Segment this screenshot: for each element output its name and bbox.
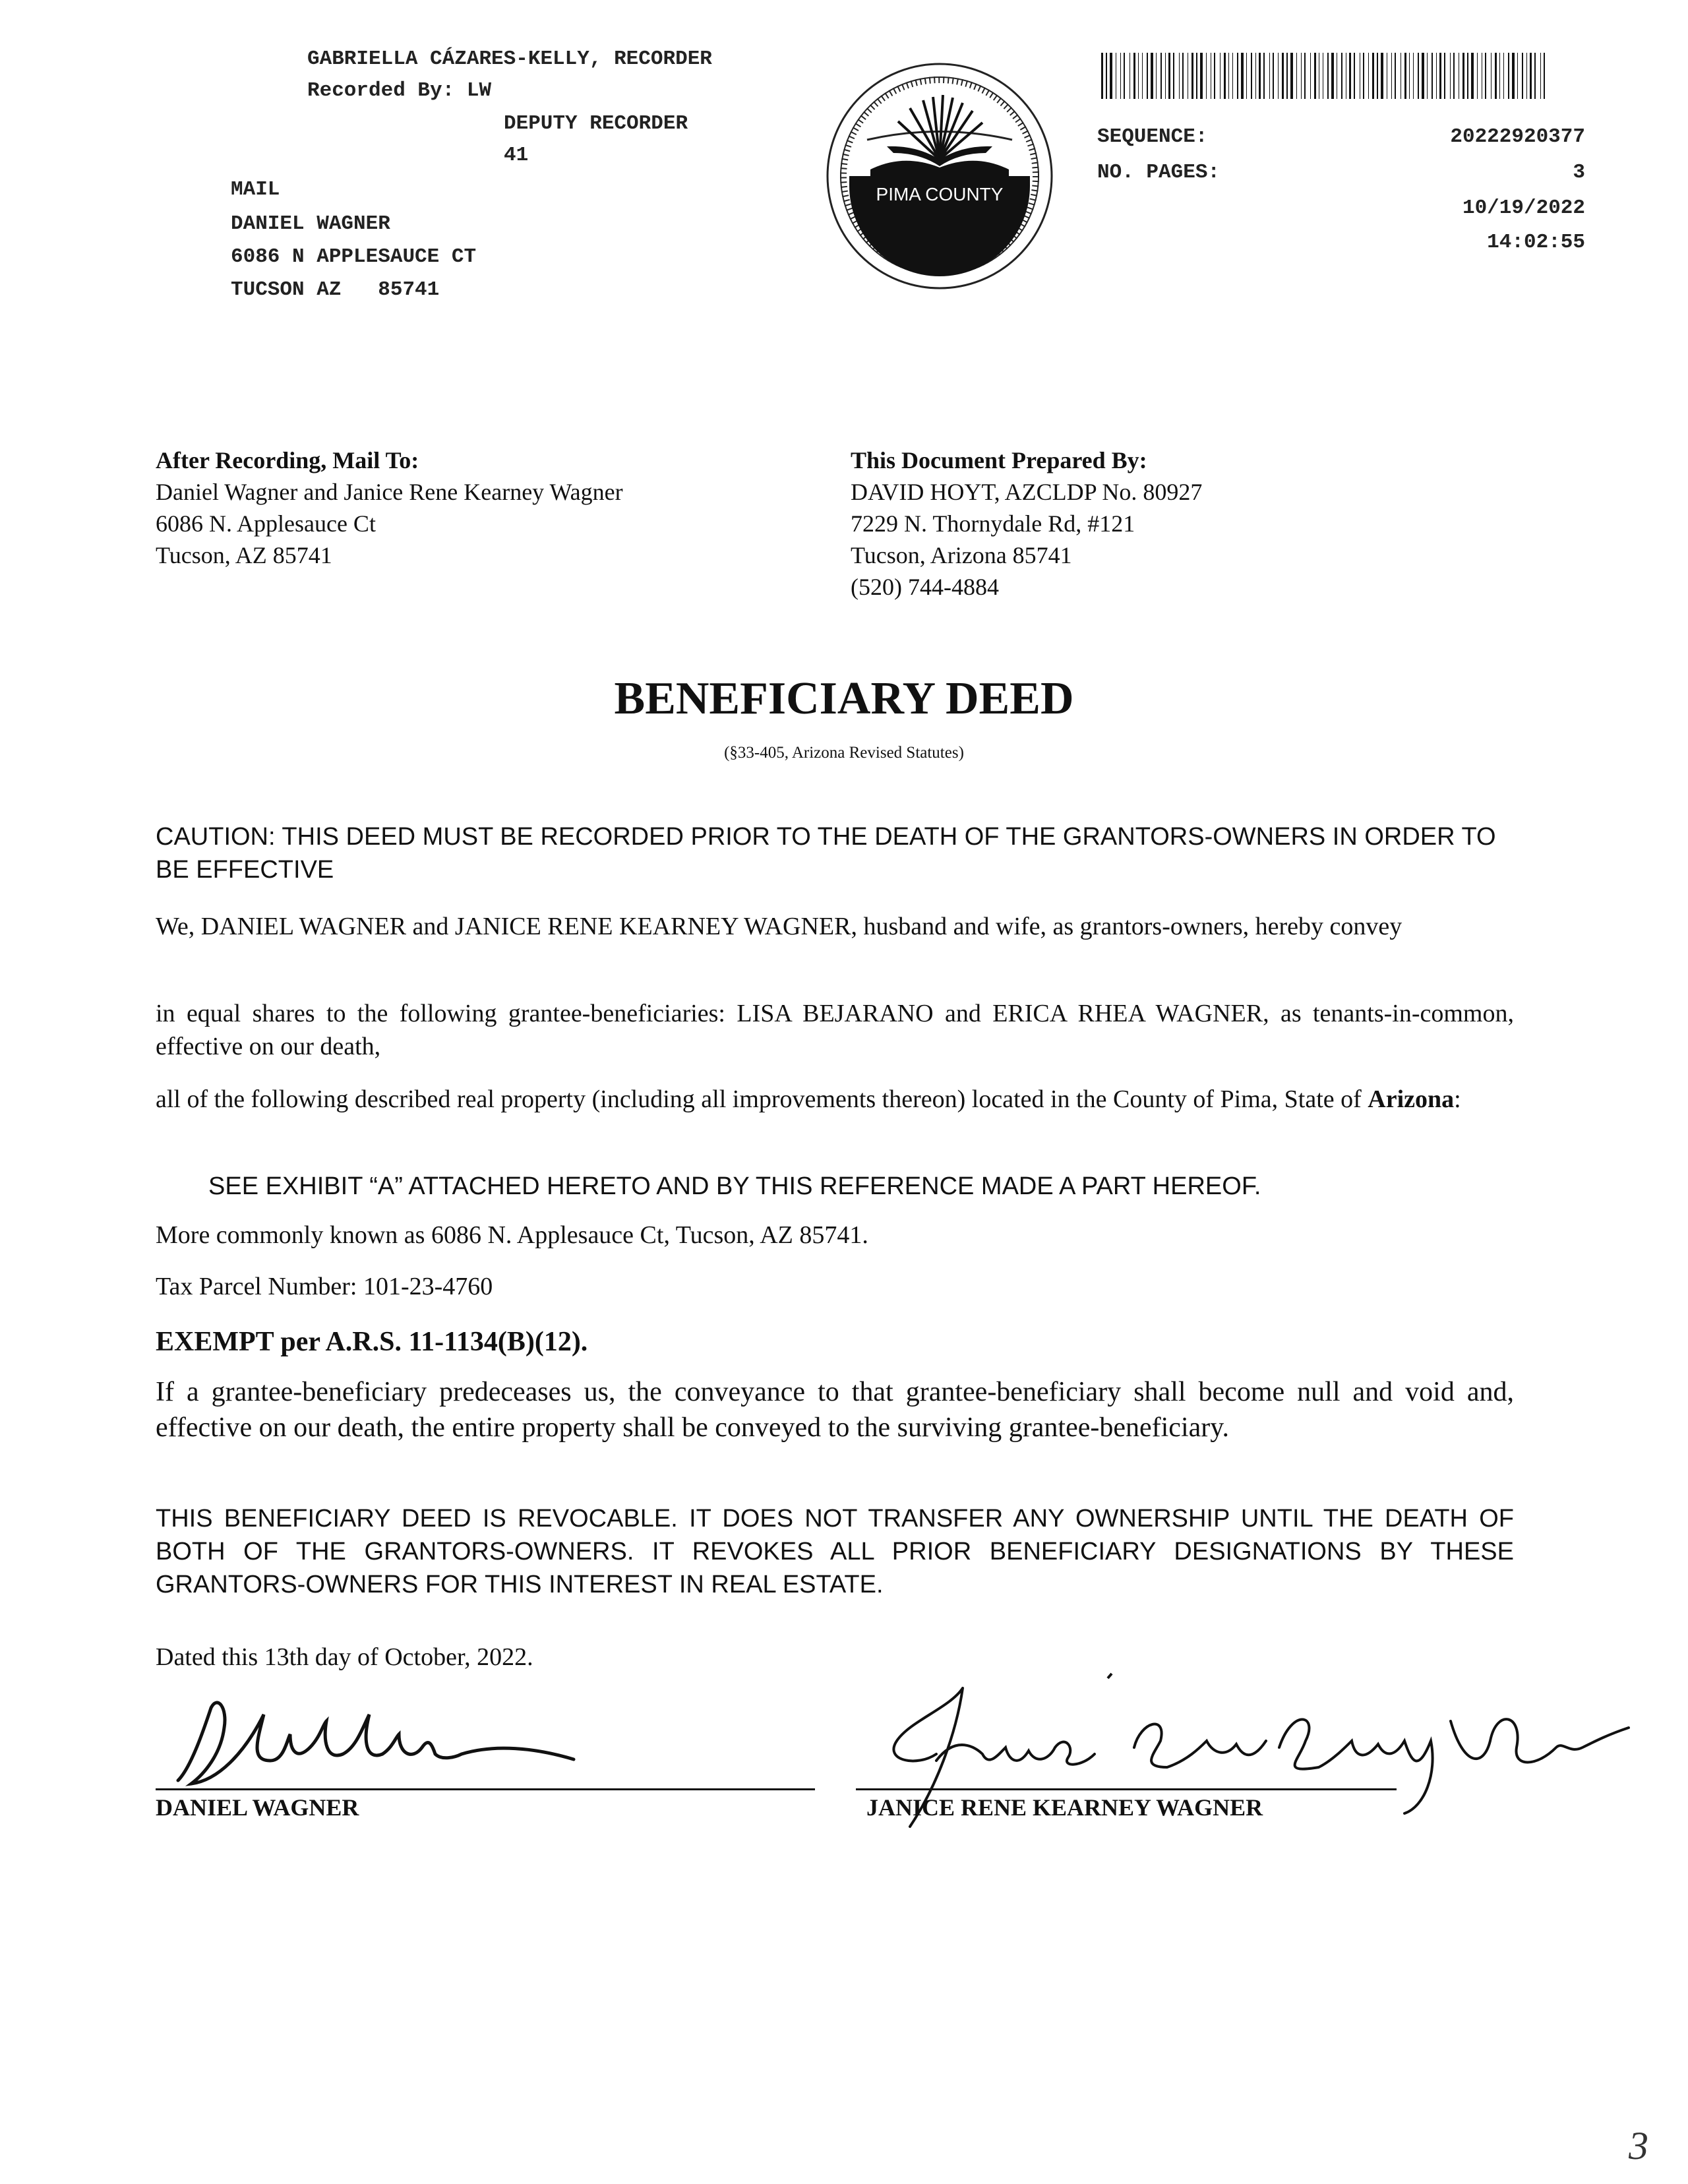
barcode-bar	[1453, 53, 1455, 99]
predecease-paragraph: If a grantee-beneficiary predeceases us, the conveyance to that grantee-beneficiary shall become null and void and, effective on our death, the entire property shall be conveyed to the surviving grantee-beneficiary.	[156, 1377, 1514, 1443]
grantors-paragraph: We, DANIEL WAGNER and JANICE RENE KEARNEY WAGNER, husband and wife, as grantors-owners, hereby convey	[156, 913, 1402, 940]
barcode-bar	[1301, 53, 1302, 99]
barcode-bar	[1296, 53, 1297, 99]
after-recording-line1: Daniel Wagner and Janice Rene Kearney Wagner	[156, 479, 623, 505]
barcode-bar	[1273, 53, 1274, 99]
pima-county-seal	[824, 61, 1055, 291]
barcode-bar	[1395, 53, 1396, 99]
tax-parcel-number: Tax Parcel Number: 101-23-4760	[156, 1273, 493, 1300]
barcode-bar	[1534, 53, 1536, 99]
barcode-bar	[1196, 53, 1197, 99]
page-number: 3	[1629, 2124, 1648, 2168]
exhibit-reference: SEE EXHIBIT “A” ATTACHED HERETO AND BY THIS REFERENCE MADE A PART HEREOF.	[208, 1172, 1261, 1200]
barcode-bar	[1409, 53, 1410, 99]
barcode-bar	[1179, 53, 1180, 99]
property-paragraph	[156, 1083, 1514, 1116]
known-as: More commonly known as 6086 N. Applesauce Ct, Tucson, AZ 85741.	[156, 1221, 868, 1249]
barcode-bar	[1106, 53, 1107, 99]
record-date: 10/19/2022	[1462, 197, 1585, 220]
mail-street: 6086 N APPLESAUCE CT	[231, 245, 477, 268]
signer-name-left: DANIEL WAGNER	[156, 1794, 359, 1821]
signature-line-left	[156, 1788, 815, 1790]
after-recording-line2: 6086 N. Applesauce Ct	[156, 510, 376, 537]
barcode-bar	[1450, 53, 1451, 99]
recorded-by: Recorded By: LW	[307, 79, 492, 102]
revocable-paragraph: THIS BENEFICIARY DEED IS REVOCABLE. IT DOES NOT TRANSFER ANY OWNERSHIP UNTIL THE DEATH OF BOTH OF THE GRANTORS-OWNERS. IT REVOKES ALL PRIOR BENEFICIARY DESIGNATIONS BY THESE GRANTORS-OWNERS FOR THIS INTEREST IN REAL ESTATE.	[156, 1505, 1514, 1598]
document-title: BENEFICIARY DEED	[614, 673, 1074, 724]
barcode-bar	[1444, 53, 1445, 99]
barcode-bar	[1259, 53, 1261, 99]
barcode-bar	[1341, 53, 1342, 99]
barcode-bar	[1224, 53, 1226, 99]
barcode-bar	[1349, 53, 1351, 99]
barcode-bar	[1363, 53, 1364, 99]
barcode-bar	[1151, 53, 1153, 99]
after-recording-line3: Tucson, AZ 85741	[156, 542, 332, 568]
recorder-name: GABRIELLA CÁZARES-KELLY, RECORDER	[307, 47, 712, 71]
barcode-bar	[1522, 53, 1523, 99]
barcode-bar	[1377, 53, 1378, 99]
barcode-bar	[1173, 53, 1174, 99]
grantees-paragraph: in equal shares to the following grantee-beneficiaries: LISA BEJARANO and ERICA RHEA WAGNER, as tenants-in-common, effective on our death,	[156, 1000, 1514, 1060]
barcode-bar	[1200, 53, 1203, 99]
barcode-bar	[1530, 53, 1532, 99]
barcode-bar	[1508, 53, 1509, 99]
barcode-bar	[1133, 53, 1135, 99]
barcode-bar	[1110, 53, 1112, 99]
barcode-bar	[1540, 53, 1541, 99]
barcode-bar	[1124, 53, 1125, 99]
barcode-bar	[1314, 53, 1316, 99]
barcode-bar	[1228, 53, 1229, 99]
barcode-bar	[1168, 53, 1170, 99]
signer-name-right: JANICE RENE KEARNEY WAGNER	[866, 1794, 1263, 1821]
after-recording-block	[156, 444, 623, 571]
barcode-bar	[1418, 53, 1419, 99]
barcode-bar	[1499, 53, 1500, 99]
caution-paragraph: CAUTION: THIS DEED MUST BE RECORDED PRIOR TO THE DEATH OF THE GRANTORS-OWNERS IN ORDER TO BE EFFECTIVE	[156, 823, 1496, 884]
barcode-bar	[1526, 53, 1527, 99]
barcode-bar	[1290, 53, 1293, 99]
barcode-bar	[1485, 53, 1486, 99]
barcode	[1099, 53, 1547, 99]
barcode-bar	[1246, 53, 1247, 99]
barcode-bar	[1147, 53, 1148, 99]
sequence-label: SEQUENCE:	[1097, 125, 1208, 148]
barcode-bar	[1495, 53, 1497, 99]
barcode-bar	[1422, 53, 1424, 99]
barcode-bar	[1491, 53, 1492, 99]
document-subtitle: (§33-405, Arizona Revised Statutes)	[724, 744, 964, 762]
deputy-number: 41	[504, 144, 529, 167]
barcode-bar	[1214, 53, 1215, 99]
barcode-bar	[1436, 53, 1437, 99]
property-state: Arizona	[1368, 1085, 1455, 1113]
property-text: all of the following described real property (including all improvements thereon) located in the County of Pima, State of	[156, 1085, 1368, 1113]
barcode-bar	[1101, 53, 1103, 99]
barcode-bar	[1138, 53, 1139, 99]
barcode-bar	[1286, 53, 1288, 99]
property-colon: :	[1454, 1085, 1461, 1113]
dated-line: Dated this 13th day of October, 2022.	[156, 1643, 533, 1671]
barcode-bar	[1354, 53, 1355, 99]
prepared-by-line4: (520) 744-4884	[851, 574, 999, 600]
barcode-bar	[1160, 53, 1162, 99]
prepared-by-line2: 7229 N. Thornydale Rd, #121	[851, 510, 1135, 537]
barcode-bar	[1432, 53, 1433, 99]
barcode-bar	[1241, 53, 1244, 99]
after-recording-heading: After Recording, Mail To:	[156, 447, 419, 473]
pages-value: 3	[1573, 161, 1585, 184]
prepared-by-heading: This Document Prepared By:	[851, 447, 1147, 473]
barcode-bar	[1503, 53, 1504, 99]
barcode-bar	[1182, 53, 1184, 99]
barcode-bar	[1263, 53, 1265, 99]
barcode-bar	[1404, 53, 1406, 99]
barcode-bar	[1471, 53, 1474, 99]
sequence-value: 20222920377	[1450, 125, 1585, 148]
barcode-bar	[1142, 53, 1143, 99]
record-time: 14:02:55	[1487, 231, 1585, 254]
barcode-bar	[1427, 53, 1428, 99]
barcode-bar	[1282, 53, 1284, 99]
barcode-bar	[1191, 53, 1193, 99]
barcode-bar	[1467, 53, 1468, 99]
barcode-bar	[1462, 53, 1464, 99]
mail-label: MAIL	[231, 178, 280, 201]
prepared-by-block	[851, 444, 1202, 603]
barcode-bar	[1477, 53, 1478, 99]
barcode-bar	[1255, 53, 1256, 99]
barcode-bar	[1269, 53, 1270, 99]
barcode-bar	[1439, 53, 1441, 99]
signature-line-right	[856, 1788, 1397, 1790]
daniel-wagner-signature	[165, 1688, 626, 1800]
barcode-bar	[1327, 53, 1329, 99]
exempt-statement: EXEMPT per A.R.S. 11-1134(B)(12).	[156, 1327, 588, 1357]
barcode-bar	[1232, 53, 1233, 99]
barcode-bar	[1331, 53, 1334, 99]
prepared-by-line1: DAVID HOYT, AZCLDP No. 80927	[851, 479, 1203, 505]
barcode-bar	[1120, 53, 1121, 99]
mail-name: DANIEL WAGNER	[231, 212, 390, 235]
barcode-bar	[1165, 53, 1166, 99]
barcode-bar	[1156, 53, 1157, 99]
barcode-bar	[1206, 53, 1207, 99]
seal-text: PIMA COUNTY	[876, 184, 1004, 204]
barcode-bar	[1368, 53, 1369, 99]
deputy-recorder: DEPUTY RECORDER	[504, 112, 688, 135]
barcode-bar	[1517, 53, 1518, 99]
barcode-bar	[1278, 53, 1279, 99]
barcode-bar	[1220, 53, 1221, 99]
prepared-by-line3: Tucson, Arizona 85741	[851, 542, 1072, 568]
barcode-bar	[1413, 53, 1414, 99]
barcode-bar	[1372, 53, 1374, 99]
mail-city: TUCSON AZ 85741	[231, 278, 440, 301]
barcode-bar	[1237, 53, 1238, 99]
barcode-bar	[1304, 53, 1306, 99]
barcode-bar	[1381, 53, 1383, 99]
barcode-bar	[1544, 53, 1545, 99]
barcode-bar	[1512, 53, 1515, 99]
barcode-bar	[1310, 53, 1311, 99]
pages-label: NO. PAGES:	[1097, 161, 1221, 184]
barcode-bar	[1251, 53, 1252, 99]
barcode-bar	[1391, 53, 1392, 99]
